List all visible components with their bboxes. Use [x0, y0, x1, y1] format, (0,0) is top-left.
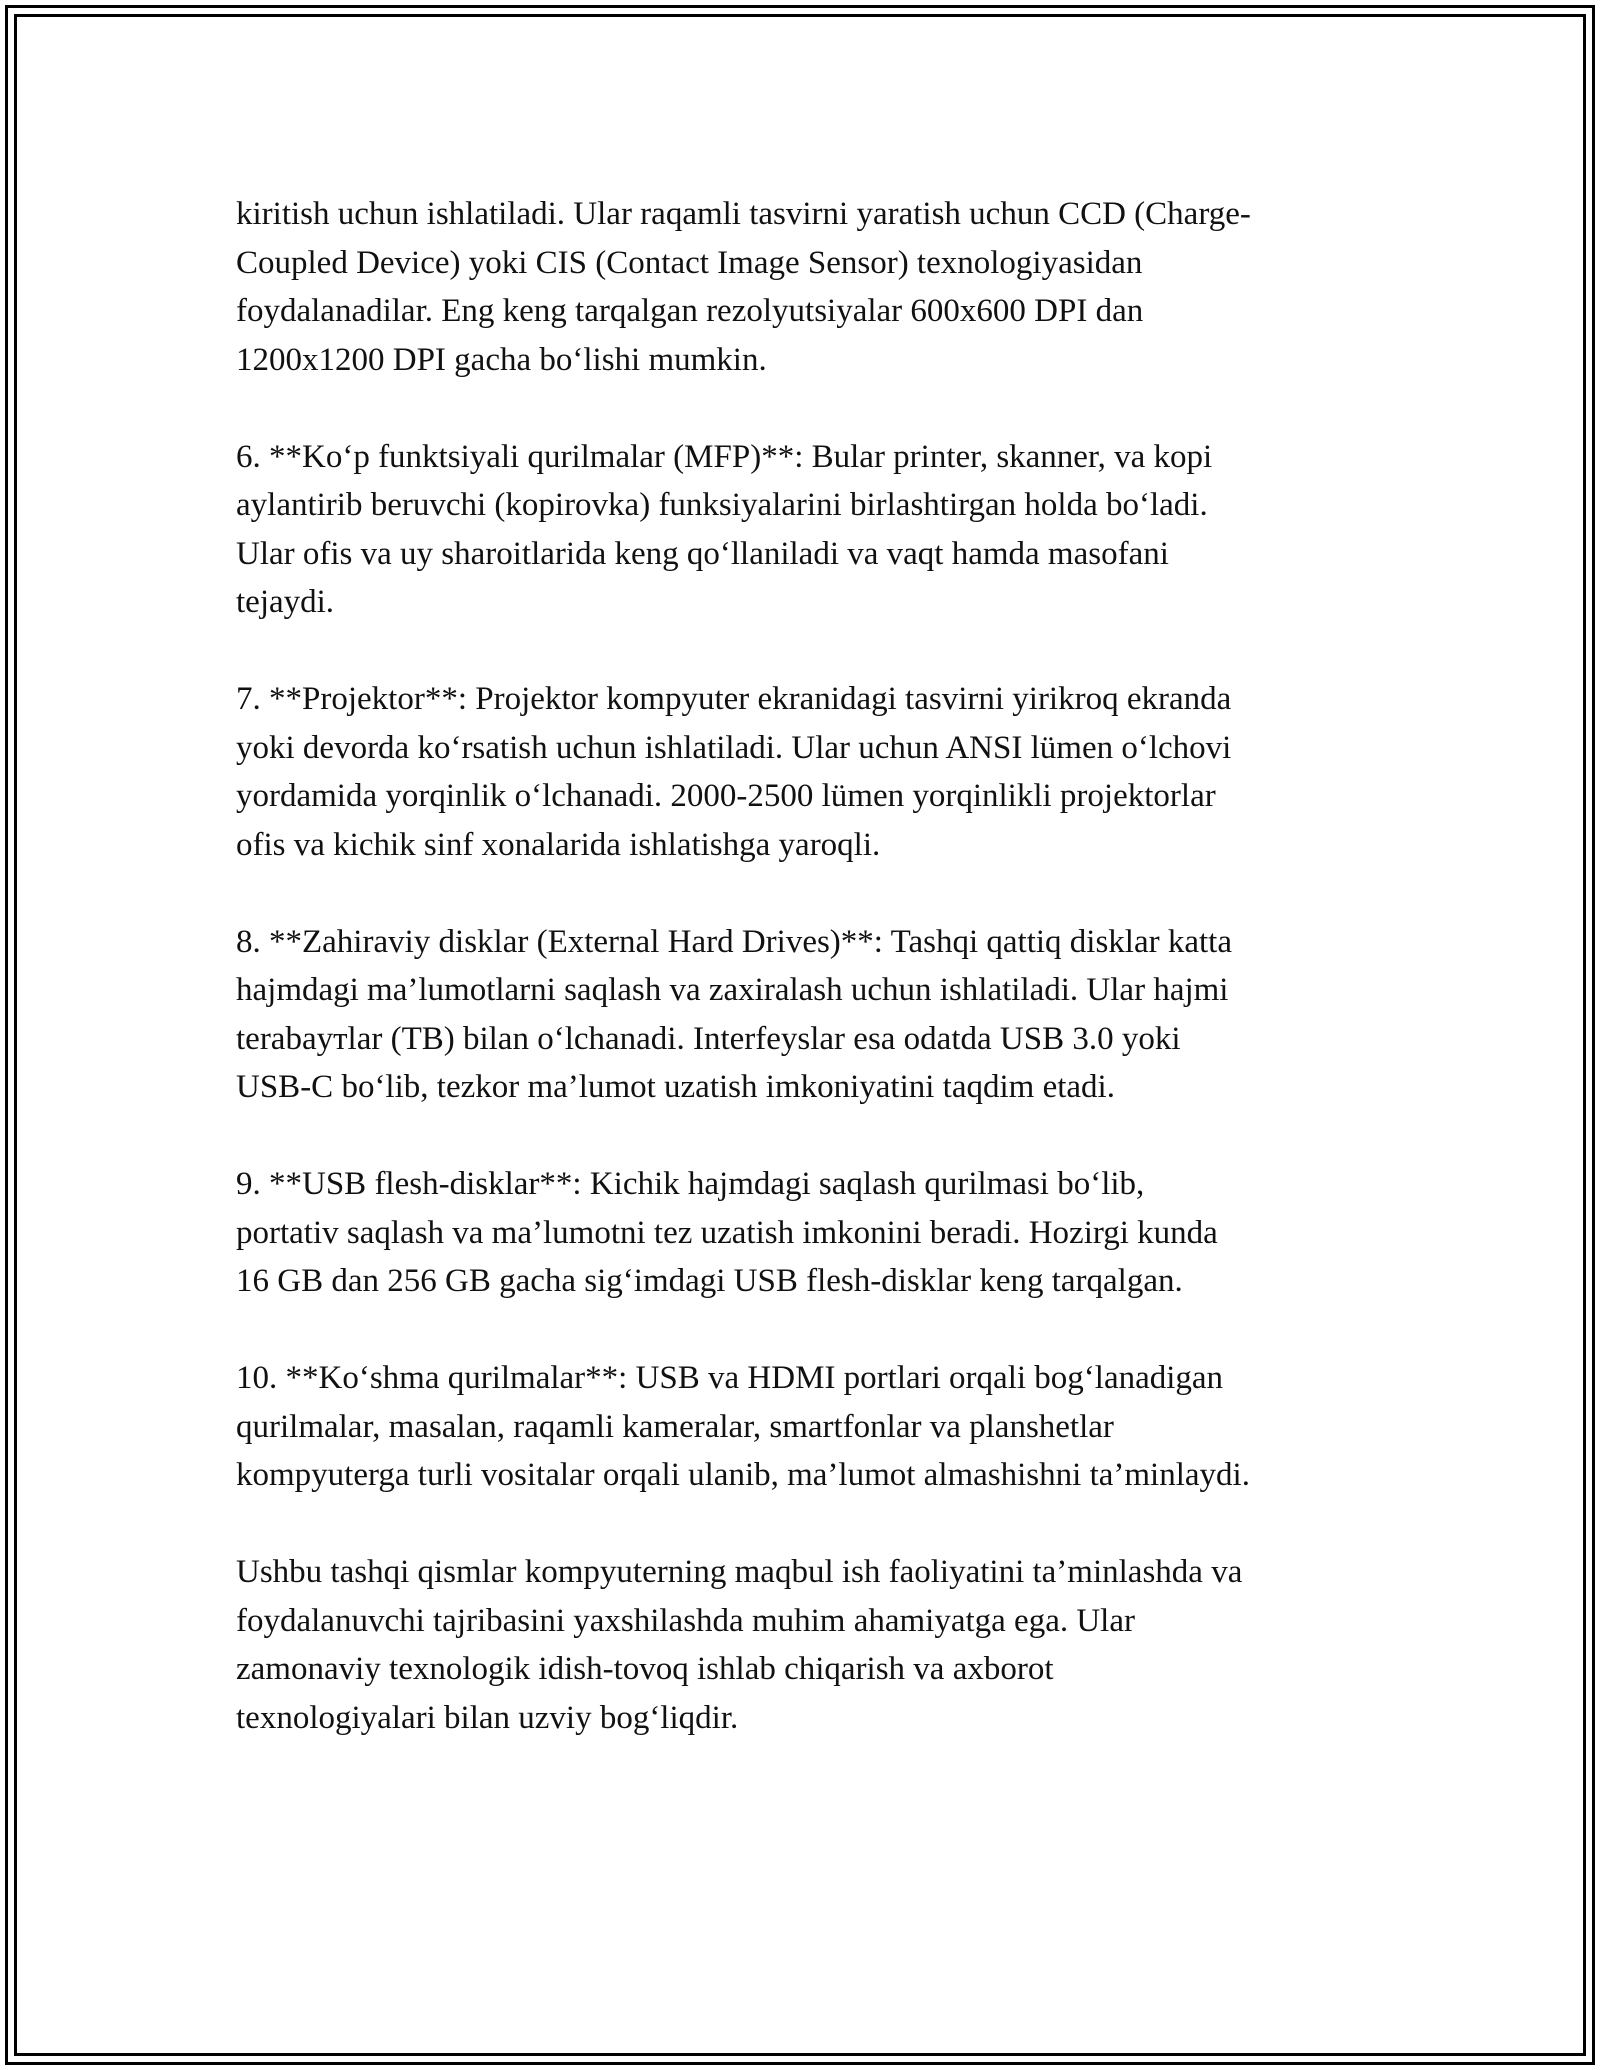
text-line: yordamida yorqinlik o‘lchanadi. 2000-2500 lümen yorqinlikli projektorlar	[236, 778, 1216, 814]
text-line: USB-C bo‘lib, tezkor ma’lumot uzatish imkoniyatini taqdim etadi.	[236, 1069, 1115, 1105]
text-line: portativ saqlash va ma’lumotni tez uzatish imkonini beradi. Hozirgi kunda	[236, 1214, 1218, 1251]
text-line: kompyuterga turli vositalar orqali ulanib, ma’lumot almashishni ta’minlaydi.	[236, 1457, 1250, 1493]
text-line: Ushbu tashqi qismlar kompyuterning maqbul ish faoliyatini ta’minlashda va	[236, 1554, 1243, 1590]
text-line: 16 GB dan 256 GB gacha sig‘imdagi USB flesh-disklar keng tarqalgan.	[236, 1263, 1183, 1299]
text-line: 7. **Projektor**: Projektor kompyuter ekranidagi tasvirni yirikroq ekranda	[236, 681, 1232, 717]
text-line: tejaydi.	[236, 584, 335, 620]
text-line: qurilmalar, masalan, raqamli kameralar, smartfonlar va planshetlar	[236, 1408, 1114, 1445]
paragraph-item-8-external-drives	[236, 918, 1376, 1112]
text-line: zamonaviy texnologik idish-tovoq ishlab chiqarish va axborot	[236, 1651, 1054, 1687]
text-line: aylantirib beruvchi (kopirovka) funksiyalarini birlashtirgan holda bo‘ladi.	[236, 487, 1208, 523]
document-body	[236, 190, 1376, 1791]
text-line: hajmdagi ma’lumotlarni saqlash va zaxiralash uchun ishlatiladi. Ular hajmi	[236, 972, 1229, 1008]
text-line: terabayтlar (TB) bilan o‘lchanadi. Interfeyslar esa odatda USB 3.0 yoki	[236, 1020, 1181, 1057]
text-line: 9. **USB flesh-disklar**: Kichik hajmdagi saqlash qurilmasi bo‘lib,	[236, 1166, 1145, 1202]
text-line: 6. **Ko‘p funktsiyali qurilmalar (MFP)**: Bular printer, skanner, va kopi	[236, 438, 1213, 475]
paragraph-scanner-continuation	[236, 190, 1376, 384]
text-line: Coupled Device) yoki CIS (Contact Image Sensor) texnologiyasidan	[236, 244, 1143, 281]
text-line: Ular ofis va uy sharoitlarida keng qo‘llaniladi va vaqt hamda masofani	[236, 535, 1169, 572]
paragraph-conclusion	[236, 1548, 1376, 1742]
text-line: foydalanadilar. Eng keng tarqalgan rezolyutsiyalar 600x600 DPI dan	[236, 293, 1144, 329]
text-line: 8. **Zahiraviy disklar (External Hard Drives)**: Tashqi qattiq disklar katta	[236, 923, 1232, 960]
paragraph-item-6-mfp	[236, 433, 1376, 627]
text-line: 1200x1200 DPI gacha bo‘lishi mumkin.	[236, 341, 767, 378]
text-line: 10. **Ko‘shma qurilmalar**: USB va HDMI portlari orqali bog‘lanadigan	[236, 1360, 1224, 1396]
paragraph-item-7-projector	[236, 675, 1376, 869]
text-line: texnologiyalari bilan uzviy bog‘liqdir.	[236, 1699, 739, 1736]
text-line: foydalanuvchi tajribasini yaxshilashda muhim ahamiyatga ega. Ular	[236, 1602, 1135, 1639]
paragraph-item-9-usb-flash	[236, 1160, 1376, 1306]
text-line: ofis va kichik sinf xonalarida ishlatishga yaroqli.	[236, 826, 881, 863]
text-line: kiritish uchun ishlatiladi. Ular raqamli tasvirni yaratish uchun CCD (Charge-	[236, 196, 1251, 232]
text-line: yoki devorda ko‘rsatish uchun ishlatiladi. Ular uchun ANSI lümen o‘lchovi	[236, 729, 1232, 766]
paragraph-item-10-combined-devices	[236, 1354, 1376, 1500]
